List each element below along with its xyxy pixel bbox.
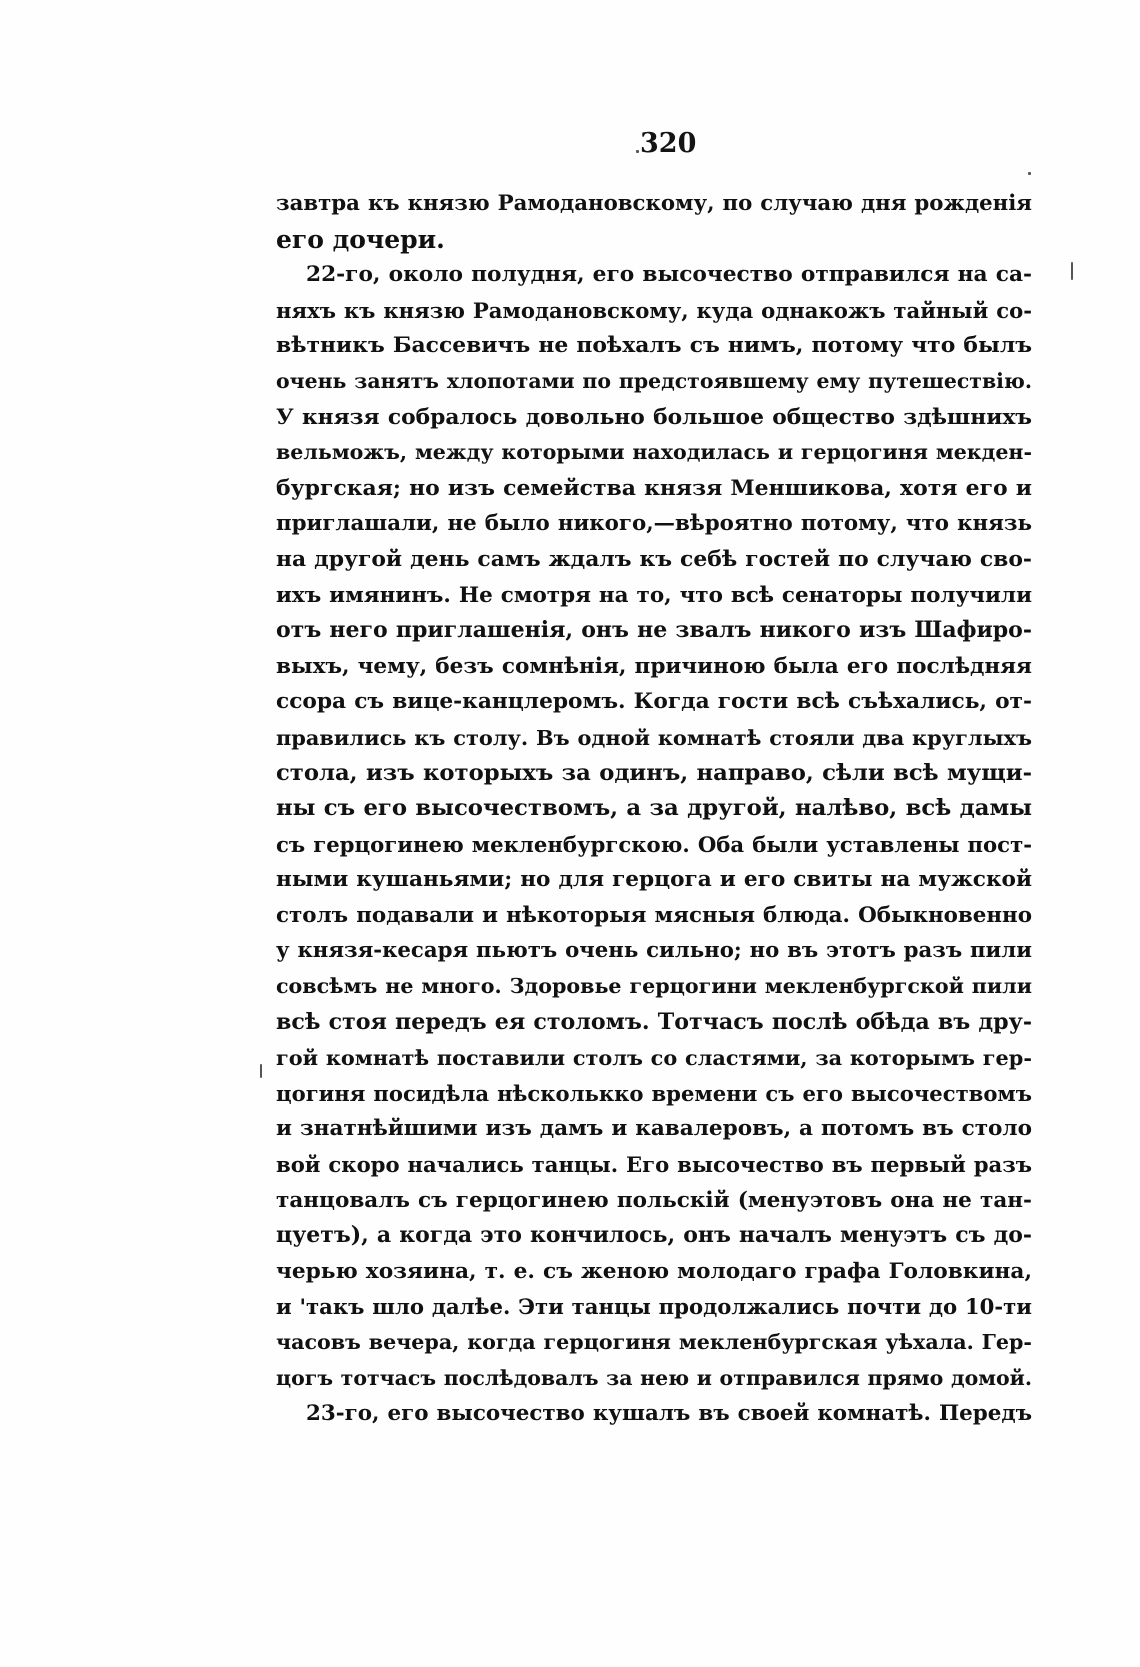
text-line: съ герцогинею мекленбургскою. Оба были уставлены пост- [276, 831, 1032, 857]
text-line: цогиня посидѣла нѣсколькко времени съ его высочествомъ [276, 1080, 1032, 1106]
text-line: цогъ тотчасъ послѣдовалъ за нею и отправился прямо домой. [276, 1365, 1032, 1390]
scan-speck [260, 1064, 262, 1078]
page-number: 320 [640, 128, 697, 159]
text-line: цуетъ), а когда это кончилось, онъ началъ менуэтъ съ до- [276, 1222, 1032, 1249]
text-line: совсѣмъ не много. Здоровье герцогини мекленбургской пили [276, 974, 1032, 999]
text-line: ссора съ вице-канцлеромъ. Когда гости всѣ съѣхались, от- [276, 689, 1032, 715]
scan-speck [1028, 172, 1031, 175]
text-line: отъ него приглашенія, онъ не звалъ никого изъ Шафиро- [276, 617, 1032, 644]
text-line: его дочери. [276, 224, 445, 254]
text-line: выхъ, чему, безъ сомнѣнія, причиною была его послѣдняя [276, 653, 1032, 679]
text-line: стола, изъ которыхъ за одинъ, направо, сѣли всѣ мущи- [276, 759, 1032, 786]
text-line: 22-го, около полудня, его высочество отправился на са- [306, 262, 1032, 288]
text-line: всѣ стоя передъ ея столомъ. Тотчасъ послѣ обѣда въ дру- [276, 1008, 1032, 1035]
text-line: и знатнѣйшими изъ дамъ и кавалеровъ, а потомъ въ столо [276, 1116, 1032, 1142]
text-line: У князя собралось довольно большое общество здѣшнихъ [276, 404, 1032, 430]
text-line: черью хозяина, т. е. съ женою молодаго графа Головкина, [276, 1258, 1032, 1284]
text-line: 23-го, его высочество кушалъ въ своей комнатѣ. Передъ [306, 1401, 1032, 1427]
text-line: ны съ его высочествомъ, а за другой, налѣво, всѣ дамы [276, 795, 1032, 822]
text-line: вѣтникъ Бассевичъ не поѣхалъ съ нимъ, потому что былъ [276, 332, 1032, 359]
text-line: на другой день самъ ждалъ къ себѣ гостей по случаю сво- [276, 545, 1032, 572]
text-line: и 'такъ шло далѣе. Эти танцы продолжались почти до 10-ти [276, 1294, 1032, 1320]
text-line: очень занятъ хлопотами по предстоявшему ему путешествію. [276, 368, 1032, 393]
scan-speck [1071, 262, 1073, 280]
text-line: гой комнатѣ поставили столъ со сластями, за которымъ гер- [276, 1045, 1032, 1071]
body-text [276, 186, 1032, 1432]
text-line: няхъ къ князю Рамодановскому, куда однакожъ тайный со- [276, 297, 1032, 323]
text-line: приглашали, не было никого,—вѣроятно потому, что князь [276, 511, 1032, 537]
text-line: ихъ имянинъ. Не смотря на то, что всѣ сенаторы получили [276, 582, 1032, 608]
text-line: бургская; но изъ семейства князя Меншикова, хотя его и [276, 474, 1032, 501]
text-line: у князя-кесаря пьютъ очень сильно; но въ этотъ разъ пили [276, 938, 1032, 964]
text-line: столъ подавали и нѣкоторыя мясныя блюда. Обыкновенно [276, 902, 1032, 928]
text-line: правились къ столу. Въ одной комнатѣ стояли два круглыхъ [276, 724, 1032, 750]
scan-speck [636, 150, 639, 153]
text-line: вой скоро начались танцы. Его высочество въ первый разъ [276, 1152, 1032, 1178]
text-line: завтра къ князю Рамодановскому, по случаю дня рожденія [276, 191, 1032, 216]
text-line: танцовалъ съ герцогинею польскій (менуэтовъ она не тан- [276, 1187, 1032, 1213]
text-line: часовъ вечера, когда герцогиня мекленбургская уѣхала. Гер- [276, 1330, 1032, 1354]
text-line: ными кушаньями; но для герцога и его свиты на мужской [276, 867, 1032, 893]
text-line: вельможъ, между которыми находилась и герцогиня мекден- [276, 440, 1032, 465]
